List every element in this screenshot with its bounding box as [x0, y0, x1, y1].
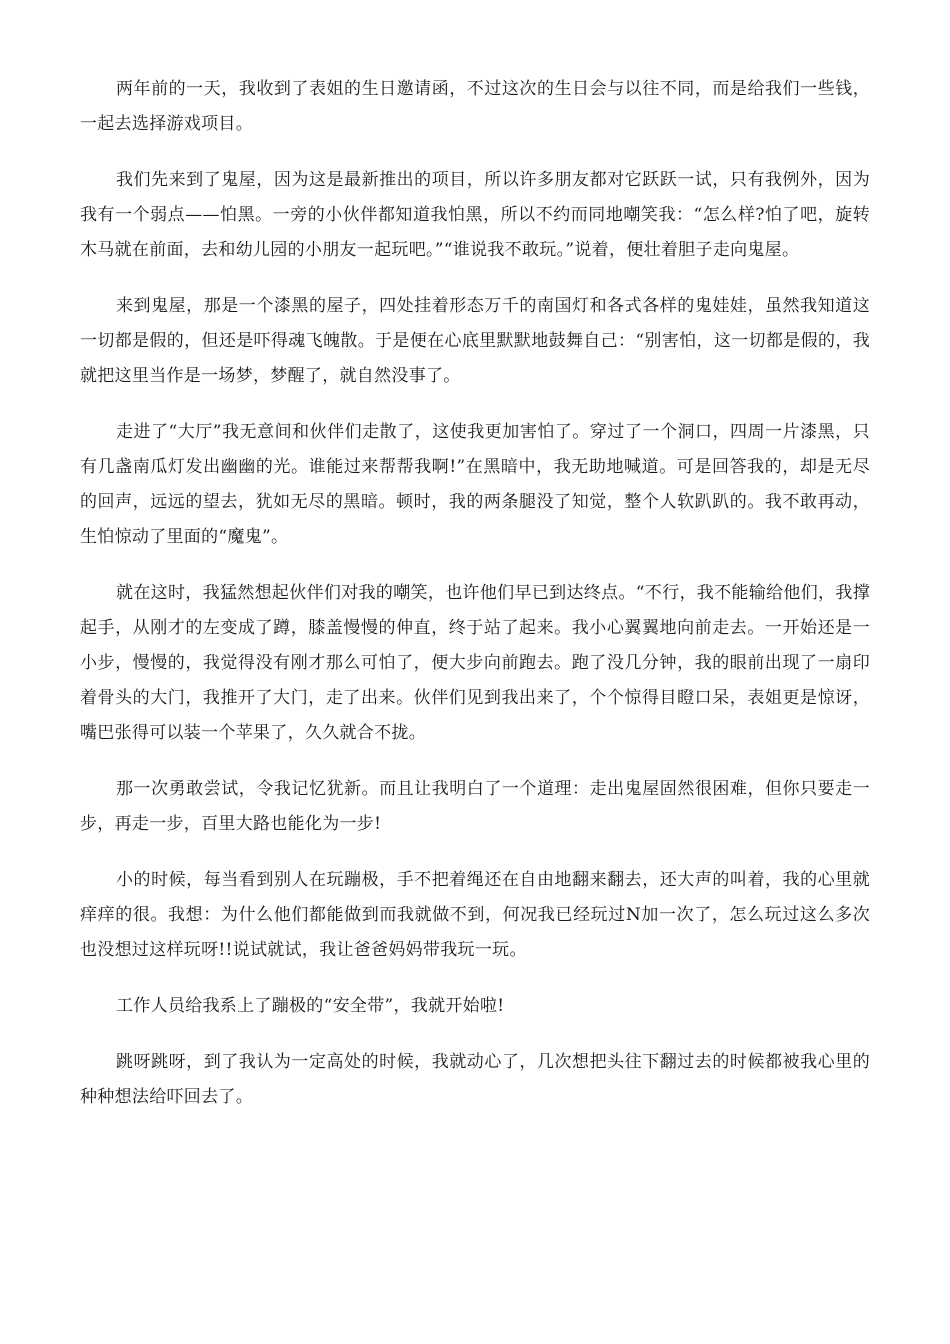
paragraph: 就在这时，我猛然想起伙伴们对我的嘲笑，也许他们早已到达终点。“不行，我不能输给他们，我撑起手，从刚才的左变成了蹲，膝盖慢慢的伸直，终于站了起来。我小心翼翼地向前走去。一开始还是一小步，慢慢的，我觉得没有刚才那么可怕了，便大步向前跑去。跑了没几分钟，我的眼前出现了一扇印着骨头的大门，我推开了大门，走了出来。伙伴们见到我出来了，个个惊得目瞪口呆，表姐更是惊讶，嘴巴张得可以装一个苹果了，久久就合不拢。: [80, 583, 870, 743]
paragraph: 两年前的一天，我收到了表姐的生日邀请函，不过这次的生日会与以往不同，而是给我们一些钱，一起去选择游戏项目。: [80, 79, 870, 134]
paragraph: 来到鬼屋，那是一个漆黑的屋子，四处挂着形态万千的南国灯和各式各样的鬼娃娃，虽然我知道这一切都是假的，但还是吓得魂飞魄散。于是便在心底里默默地鼓舞自己：“别害怕，这一切都是假的，我就把这里当作是一场梦，梦醒了，就自然没事了。: [80, 296, 870, 386]
paragraph: 工作人员给我系上了蹦极的“安全带”，我就开始啦!: [116, 996, 505, 1016]
document-body: [80, 72, 870, 1136]
paragraph: 那一次勇敢尝试，令我记忆犹新。而且让我明白了一个道理：走出鬼屋固然很困难，但你只要走一步，再走一步，百里大路也能化为一步!: [80, 779, 870, 834]
paragraph: 我们先来到了鬼屋，因为这是最新推出的项目，所以许多朋友都对它跃跃一试，只有我例外，因为我有一个弱点——怕黑。一旁的小伙伴都知道我怕黑，所以不约而同地嘲笑我：“怎么样?怕了吧，旋转木马就在前面，去和幼儿园的小朋友一起玩吧。”“谁说我不敢玩。”说着，便壮着胆子走向鬼屋。: [80, 170, 870, 260]
paragraph: 小的时候，每当看到别人在玩蹦极，手不把着绳还在自由地翻来翻去，还大声的叫着，我的心里就痒痒的很。我想：为什么他们都能做到而我就做不到，何况我已经玩过N加一次了，怎么玩过这么多次也没想过这样玩呀!!说试就试，我让爸爸妈妈带我玩一玩。: [80, 870, 870, 960]
paragraph: 跳呀跳呀，到了我认为一定高处的时候，我就动心了，几次想把头往下翻过去的时候都被我心里的种种想法给吓回去了。: [80, 1052, 870, 1107]
paragraph: 走进了“大厅”我无意间和伙伴们走散了，这使我更加害怕了。穿过了一个洞口，四周一片漆黑，只有几盏南瓜灯发出幽幽的光。谁能过来帮帮我啊!”在黑暗中，我无助地喊道。可是回答我的，却是无尽的回声，远远的望去，犹如无尽的黑暗。顿时，我的两条腿没了知觉，整个人软趴趴的。我不敢再动，生怕惊动了里面的“魔鬼”。: [80, 422, 870, 547]
